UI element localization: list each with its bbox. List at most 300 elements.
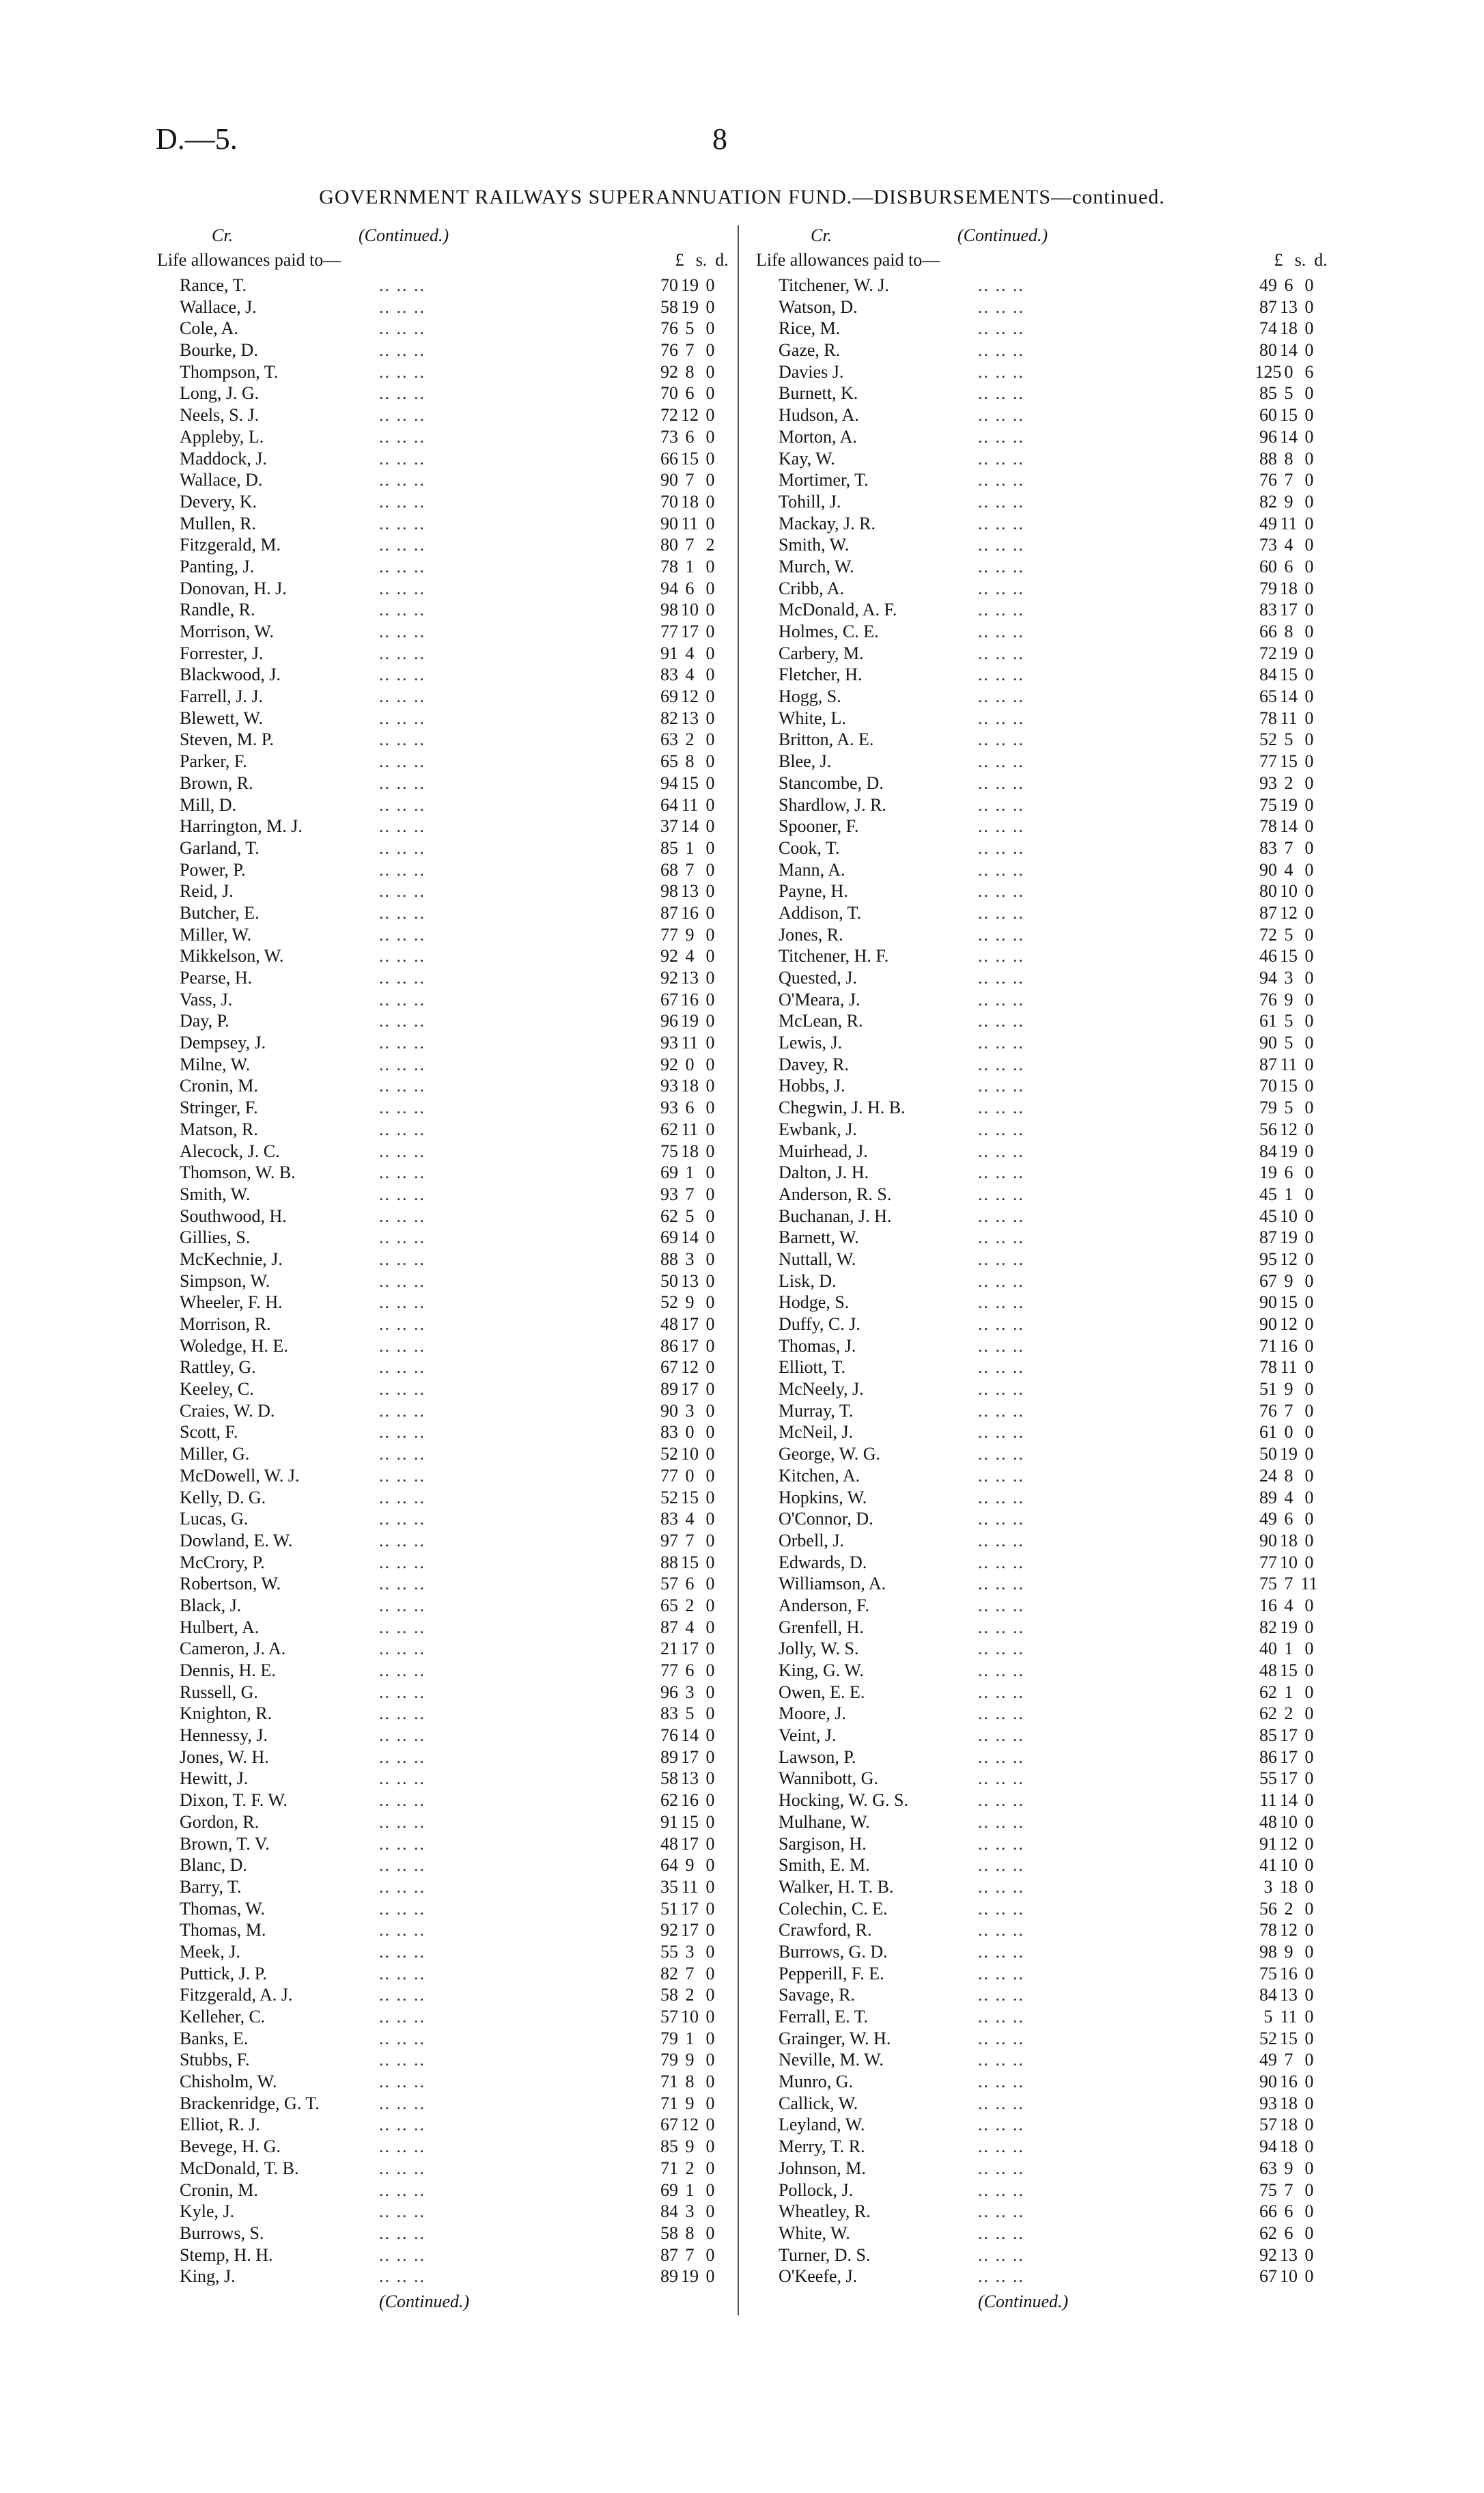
leader-dots: .. .. .. — [978, 578, 1024, 598]
leader-dots: .. .. .. — [379, 686, 425, 707]
pence-value: 0 — [1304, 1422, 1314, 1443]
pence-value: 0 — [705, 1444, 715, 1464]
pounds-value: 92 — [660, 1920, 678, 1940]
payee-name: Dalton, J. H. — [779, 1162, 869, 1183]
pounds-value: 48 — [660, 1833, 678, 1854]
leader-dots: .. .. .. — [379, 2136, 425, 2157]
shillings-value: 15 — [681, 448, 699, 469]
allowance-row — [154, 2266, 755, 2287]
payee-name: Ferrall, E. T. — [779, 2007, 869, 2027]
pence-value: 0 — [705, 1617, 715, 1637]
payee-name: Chegwin, J. H. B. — [779, 1098, 906, 1118]
allowance-row — [154, 318, 755, 339]
allowance-row — [753, 1984, 1354, 2006]
payee-name: Wallace, D. — [180, 470, 263, 490]
pounds-value: 61 — [1259, 1422, 1277, 1443]
leader-dots: .. .. .. — [978, 1141, 1024, 1161]
allowance-row — [753, 1032, 1354, 1054]
shillings-value: 7 — [685, 340, 695, 361]
allowance-row — [154, 1898, 755, 1920]
payee-name: Garland, T. — [180, 837, 260, 858]
leader-dots: .. .. .. — [978, 816, 1024, 837]
allowance-row — [154, 1400, 755, 1422]
pounds-value: 62 — [1259, 1703, 1277, 1724]
shillings-value: 9 — [685, 2093, 695, 2113]
pounds-value: 83 — [1259, 600, 1277, 620]
allowance-row — [154, 1725, 755, 1746]
allowance-row — [753, 643, 1354, 665]
pence-value: 0 — [1304, 2136, 1314, 2157]
allowance-row — [753, 1097, 1354, 1119]
payee-name: Crawford, R. — [779, 1920, 872, 1940]
pence-value: 0 — [705, 1552, 715, 1572]
leader-dots: .. .. .. — [379, 2244, 425, 2265]
pence-value: 0 — [1304, 816, 1314, 837]
pence-value: 0 — [705, 1033, 715, 1053]
pounds-value: 61 — [1259, 1011, 1277, 1031]
allowance-list — [753, 275, 1354, 2287]
pence-value: 0 — [705, 1119, 715, 1139]
payee-name: Forrester, J. — [180, 643, 264, 663]
payee-name: King, G. W. — [779, 1660, 864, 1680]
leader-dots: .. .. .. — [978, 2007, 1024, 2027]
pounds-value: 49 — [1259, 2050, 1277, 2070]
payee-name: Butcher, E. — [180, 902, 260, 923]
leader-dots: .. .. .. — [978, 1725, 1024, 1746]
pence-header: d. — [1314, 250, 1328, 270]
shillings-value: 18 — [681, 1141, 699, 1161]
pence-value: 0 — [705, 1703, 715, 1724]
allowance-row — [753, 1292, 1354, 1313]
shillings-value: 16 — [681, 989, 699, 1009]
shillings-value: 10 — [1280, 1206, 1298, 1226]
pounds-value: 71 — [660, 2093, 678, 2113]
allowance-row — [154, 1919, 755, 1941]
payee-name: McDowell, W. J. — [180, 1465, 300, 1486]
pounds-value: 76 — [660, 1725, 678, 1746]
leader-dots: .. .. .. — [379, 708, 425, 728]
pence-value: 0 — [705, 1746, 715, 1767]
payee-name: Dennis, H. E. — [180, 1660, 276, 1680]
allowance-row — [753, 1573, 1354, 1595]
pounds-value: 98 — [660, 600, 678, 620]
pounds-value: 77 — [660, 1660, 678, 1680]
allowance-row — [154, 469, 755, 491]
allowance-row — [753, 751, 1354, 772]
payee-name: Stubbs, F. — [180, 2050, 250, 2070]
pence-value: 0 — [1304, 2244, 1314, 2265]
leader-dots: .. .. .. — [978, 2266, 1024, 2287]
shillings-value: 18 — [1280, 1530, 1298, 1550]
pounds-value: 71 — [1259, 1335, 1277, 1356]
allowance-row — [753, 318, 1354, 339]
pounds-value: 90 — [1259, 1033, 1277, 1053]
pence-value: 0 — [1304, 1833, 1314, 1854]
allowance-row — [753, 1768, 1354, 1789]
shillings-value: 11 — [681, 513, 699, 533]
leader-dots: .. .. .. — [978, 794, 1024, 815]
pence-value: 0 — [1304, 1335, 1314, 1356]
allowance-row — [753, 1313, 1354, 1335]
pounds-value: 65 — [660, 751, 678, 772]
shillings-value: 9 — [1284, 989, 1293, 1009]
allowance-row — [154, 1552, 755, 1574]
payee-name: Appleby, L. — [180, 426, 264, 447]
pounds-value: 69 — [660, 1227, 678, 1248]
allowance-row — [154, 902, 755, 924]
payee-name: O'Meara, J. — [779, 989, 860, 1009]
leader-dots: .. .. .. — [978, 622, 1024, 641]
payee-name: Blanc, D. — [180, 1855, 247, 1876]
allowance-row — [753, 2071, 1354, 2093]
leader-dots: .. .. .. — [978, 1400, 1024, 1421]
allowance-row — [154, 1075, 755, 1097]
pence-value: 0 — [705, 448, 715, 469]
payee-name: Fitzgerald, A. J. — [180, 1985, 293, 2005]
payee-name: McDonald, A. F. — [779, 600, 897, 620]
shillings-value: 15 — [1280, 1076, 1298, 1096]
section-label: Life allowances paid to— — [157, 250, 341, 270]
shillings-value: 6 — [685, 383, 695, 404]
pounds-value: 87 — [660, 2244, 678, 2265]
shillings-value: 17 — [681, 1833, 699, 1854]
payee-name: Cribb, A. — [779, 578, 845, 598]
pounds-value: 90 — [1259, 1530, 1277, 1550]
payee-name: Muirhead, J. — [779, 1141, 868, 1161]
pounds-value: 56 — [1259, 1119, 1277, 1139]
payee-name: Ewbank, J. — [779, 1119, 857, 1139]
shillings-value: 3 — [685, 1249, 695, 1269]
pounds-value: 96 — [660, 1682, 678, 1702]
payee-name: Quested, J. — [779, 968, 857, 988]
pounds-value: 52 — [660, 1444, 678, 1464]
payee-name: McNeil, J. — [779, 1422, 854, 1443]
leader-dots: .. .. .. — [978, 1941, 1024, 1962]
pence-value: 0 — [1304, 2028, 1314, 2048]
pounds-value: 85 — [660, 2136, 678, 2157]
allowance-row — [753, 1054, 1354, 1076]
pounds-value: 35 — [660, 1876, 678, 1897]
allowance-row — [154, 1097, 755, 1119]
allowance-row — [753, 2006, 1354, 2028]
payee-name: Smith, W. — [779, 535, 850, 555]
shillings-value: 13 — [1280, 1985, 1298, 2005]
payee-name: Hewitt, J. — [180, 1768, 249, 1789]
shillings-value: 17 — [1280, 1768, 1298, 1789]
pence-value: 0 — [1304, 535, 1314, 555]
allowance-row — [154, 2006, 755, 2028]
pounds-value: 77 — [660, 622, 678, 641]
payee-name: Murch, W. — [779, 556, 854, 576]
payee-name: Hodge, S. — [779, 1292, 850, 1313]
shillings-value: 9 — [1284, 491, 1293, 512]
pence-value: 0 — [705, 1639, 715, 1659]
leader-dots: .. .. .. — [978, 340, 1024, 361]
pence-value: 0 — [1304, 2179, 1314, 2200]
allowance-row — [154, 967, 755, 989]
shillings-value: 16 — [1280, 1963, 1298, 1983]
pounds-value: 83 — [660, 1509, 678, 1529]
leader-dots: .. .. .. — [978, 1855, 1024, 1876]
payee-name: White, L. — [779, 708, 846, 728]
payee-name: Gordon, R. — [180, 1811, 260, 1832]
payee-name: Long, J. G. — [180, 383, 260, 404]
leader-dots: .. .. .. — [379, 448, 425, 469]
pence-value: 0 — [1304, 1270, 1314, 1291]
shillings-value: 6 — [1284, 2201, 1293, 2222]
pence-value: 0 — [1304, 1768, 1314, 1789]
pounds-value: 72 — [1259, 924, 1277, 945]
pounds-value: 79 — [1259, 578, 1277, 598]
pence-value: 0 — [705, 1833, 715, 1854]
leader-dots: .. .. .. — [978, 1314, 1024, 1334]
payee-name: Shardlow, J. R. — [779, 794, 886, 815]
pence-value: 0 — [705, 1335, 715, 1356]
leader-dots: .. .. .. — [978, 1487, 1024, 1507]
allowance-row — [753, 2223, 1354, 2244]
payee-name: Brown, R. — [180, 772, 253, 793]
allowance-row — [154, 339, 755, 361]
shillings-value: 6 — [685, 1574, 695, 1594]
payee-name: Cole, A. — [180, 318, 238, 339]
pounds-value: 58 — [660, 2223, 678, 2243]
pounds-value: 69 — [660, 2179, 678, 2200]
pounds-value: 51 — [660, 1898, 678, 1919]
leader-dots: .. .. .. — [978, 2158, 1024, 2178]
allowance-row — [154, 2093, 755, 2115]
allowance-row — [154, 751, 755, 772]
leader-dots: .. .. .. — [978, 1963, 1024, 1983]
shillings-value: 11 — [681, 794, 699, 815]
pounds-value: 97 — [660, 1530, 678, 1550]
pounds-value: 88 — [1259, 448, 1277, 469]
pounds-value: 11 — [1259, 1790, 1277, 1811]
allowance-row — [154, 2114, 755, 2136]
shillings-value: 17 — [1280, 600, 1298, 620]
payee-name: Wheeler, F. H. — [180, 1292, 283, 1313]
shillings-value: 8 — [685, 2223, 695, 2243]
pence-value: 0 — [1304, 296, 1314, 317]
payee-name: Kitchen, A. — [779, 1465, 860, 1486]
leader-dots: .. .. .. — [379, 751, 425, 772]
pounds-value: 51 — [1259, 1379, 1277, 1399]
leader-dots: .. .. .. — [379, 881, 425, 902]
payee-name: Stringer, F. — [180, 1098, 258, 1118]
shillings-value: 9 — [1284, 1941, 1293, 1962]
allowance-row — [154, 837, 755, 859]
leader-dots: .. .. .. — [379, 2028, 425, 2048]
payee-name: Maddock, J. — [180, 448, 267, 469]
allowance-row — [753, 1530, 1354, 1552]
shillings-value: 11 — [681, 1876, 699, 1897]
pounds-value: 66 — [1259, 622, 1277, 641]
pounds-value: 93 — [660, 1076, 678, 1096]
pence-value: 0 — [705, 1487, 715, 1507]
leader-dots: .. .. .. — [978, 729, 1024, 750]
leader-dots: .. .. .. — [379, 1335, 425, 1356]
shillings-value: 17 — [681, 1379, 699, 1399]
pounds-value: 77 — [660, 1465, 678, 1486]
leader-dots: .. .. .. — [978, 1422, 1024, 1443]
leader-dots: .. .. .. — [978, 837, 1024, 858]
allowance-row — [154, 1162, 755, 1184]
pence-value: 0 — [1304, 1920, 1314, 1940]
pence-value: 0 — [1304, 2093, 1314, 2113]
leader-dots: .. .. .. — [379, 1054, 425, 1074]
leader-dots: .. .. .. — [379, 1033, 425, 1053]
pounds-value: 84 — [1259, 1985, 1277, 2005]
shillings-value: 4 — [1284, 1487, 1293, 1507]
allowance-row — [154, 772, 755, 794]
pence-value: 0 — [1304, 1206, 1314, 1226]
payee-name: Robertson, W. — [180, 1574, 281, 1594]
payee-name: Edwards, D. — [779, 1552, 867, 1572]
pounds-value: 67 — [660, 1357, 678, 1378]
allowance-row — [154, 1270, 755, 1292]
leader-dots: .. .. .. — [379, 1357, 425, 1378]
allowance-row — [154, 1032, 755, 1054]
allowance-row — [753, 1833, 1354, 1855]
pence-value: 0 — [705, 708, 715, 728]
pence-value: 0 — [705, 1876, 715, 1897]
shillings-value: 0 — [1284, 1422, 1293, 1443]
payee-name: Kelly, D. G. — [180, 1487, 266, 1507]
leader-dots: .. .. .. — [978, 859, 1024, 880]
shillings-value: 10 — [681, 1444, 699, 1464]
shillings-value: 1 — [685, 837, 695, 858]
pence-value: 0 — [705, 1574, 715, 1594]
allowance-row — [154, 1530, 755, 1552]
pence-value: 0 — [1304, 513, 1314, 533]
shillings-value: 10 — [1280, 2266, 1298, 2287]
shillings-value: 11 — [1280, 1357, 1298, 1378]
shillings-value: 10 — [681, 2007, 699, 2027]
payee-name: Miller, W. — [180, 924, 252, 945]
pounds-value: 90 — [660, 470, 678, 490]
pounds-value: 75 — [1259, 2179, 1277, 2200]
shillings-value: 17 — [681, 622, 699, 641]
pounds-value: 76 — [1259, 470, 1277, 490]
continued-footer — [753, 2287, 1354, 2315]
leader-dots: .. .. .. — [978, 1876, 1024, 1897]
leader-dots: .. .. .. — [978, 2093, 1024, 2113]
shillings-value: 16 — [1280, 1335, 1298, 1356]
payee-name: Morrison, W. — [180, 622, 274, 641]
pounds-header: £ — [675, 250, 684, 270]
allowance-row — [753, 1162, 1354, 1184]
pence-value: 0 — [1304, 1465, 1314, 1486]
payee-name: Fletcher, H. — [779, 665, 863, 685]
leader-dots: .. .. .. — [379, 556, 425, 576]
payee-name: Leyland, W. — [779, 2115, 865, 2135]
pence-value: 0 — [1304, 275, 1314, 295]
pence-value: 0 — [1304, 2115, 1314, 2135]
pence-value: 0 — [1304, 1119, 1314, 1139]
allowance-row — [154, 2071, 755, 2093]
allowance-row — [753, 1335, 1354, 1357]
pence-value: 0 — [705, 513, 715, 533]
allowance-row — [753, 1617, 1354, 1639]
shillings-value: 4 — [685, 1617, 695, 1637]
shillings-value: 15 — [681, 772, 699, 793]
allowance-row — [154, 1119, 755, 1141]
payee-name: Gaze, R. — [779, 340, 841, 361]
shillings-value: 9 — [685, 2136, 695, 2157]
shillings-value: 15 — [681, 1552, 699, 1572]
pounds-value: 24 — [1259, 1465, 1277, 1486]
pence-value: 0 — [705, 426, 715, 447]
payee-name: Knighton, R. — [180, 1703, 272, 1724]
shillings-value: 12 — [1280, 1314, 1298, 1334]
payee-name: Hobbs, J. — [779, 1076, 845, 1096]
shillings-value: 5 — [1284, 1033, 1293, 1053]
payee-name: Randle, R. — [180, 600, 255, 620]
payee-name: Hennessy, J. — [180, 1725, 268, 1746]
pounds-value: 75 — [660, 1141, 678, 1161]
leader-dots: .. .. .. — [379, 2093, 425, 2113]
pence-value: 0 — [705, 772, 715, 793]
pence-value: 6 — [1304, 361, 1314, 382]
pence-value: 0 — [705, 1509, 715, 1529]
pence-value: 0 — [1304, 1184, 1314, 1204]
allowance-row — [753, 2093, 1354, 2115]
leader-dots: .. .. .. — [379, 578, 425, 598]
pence-value: 0 — [1304, 837, 1314, 858]
leader-dots: .. .. .. — [978, 1444, 1024, 1464]
payee-name: Buchanan, J. H. — [779, 1206, 892, 1226]
payee-name: Lisk, D. — [779, 1270, 837, 1291]
allowance-row — [154, 708, 755, 729]
pounds-value: 90 — [1259, 1314, 1277, 1334]
payee-name: Barry, T. — [180, 1876, 242, 1897]
shillings-value: 0 — [685, 1465, 695, 1486]
payee-name: Cronin, M. — [180, 2179, 258, 2200]
pounds-value: 76 — [660, 318, 678, 339]
shillings-value: 16 — [681, 902, 699, 923]
shillings-value: 18 — [681, 1076, 699, 1096]
leader-dots: .. .. .. — [379, 2072, 425, 2092]
shillings-value: 6 — [1284, 275, 1293, 295]
leader-dots: .. .. .. — [379, 405, 425, 426]
allowance-row — [753, 859, 1354, 881]
payee-name: Kay, W. — [779, 448, 835, 469]
leader-dots: .. .. .. — [379, 1790, 425, 1811]
pence-value: 0 — [705, 1725, 715, 1746]
allowance-row — [753, 2201, 1354, 2223]
shillings-value: 9 — [1284, 2158, 1293, 2178]
pounds-value: 75 — [1259, 1574, 1277, 1594]
shillings-value: 11 — [681, 1119, 699, 1139]
leader-dots: .. .. .. — [379, 1660, 425, 1680]
pence-value: 0 — [1304, 1357, 1314, 1378]
allowance-row — [753, 1141, 1354, 1162]
allowance-row — [753, 1443, 1354, 1465]
allowance-row — [753, 1682, 1354, 1703]
shillings-value: 10 — [1280, 1552, 1298, 1572]
pounds-value: 77 — [1259, 751, 1277, 772]
pence-value: 0 — [705, 1249, 715, 1269]
pounds-value: 96 — [1259, 426, 1277, 447]
allowance-row — [753, 469, 1354, 491]
left-column — [154, 225, 755, 2315]
payee-name: Matson, R. — [180, 1119, 258, 1139]
pounds-value: 80 — [1259, 340, 1277, 361]
payee-name: Thomas, M. — [180, 1920, 266, 1940]
pounds-value: 65 — [660, 1595, 678, 1615]
allowance-row — [154, 2136, 755, 2158]
shillings-value: 2 — [685, 729, 695, 750]
leader-dots: .. .. .. — [379, 1270, 425, 1291]
